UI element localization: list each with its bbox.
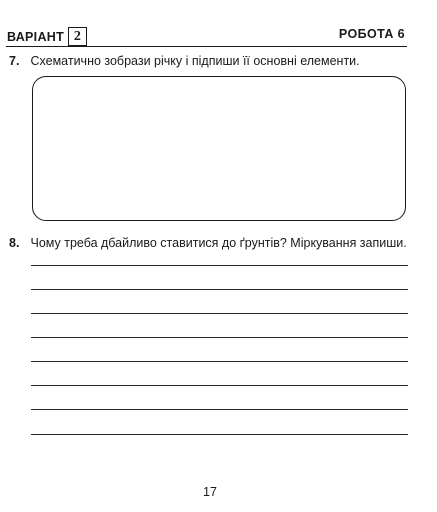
task-7: [9, 54, 360, 68]
task-8-text: Чому треба дбайливо ставитися до ґрунтів? Міркування запиши.: [30, 236, 407, 250]
page-number: 17: [203, 485, 217, 499]
task-7-text: Схематично зобрази річку і підпиши її основні елементи.: [30, 54, 360, 68]
answer-line[interactable]: [31, 361, 408, 362]
variant-header: [7, 27, 87, 46]
variant-label: ВАРІАНТ: [7, 29, 65, 44]
task-8-number: 8.: [9, 236, 20, 250]
answer-line[interactable]: [31, 434, 408, 435]
work-label: РОБОТА 6: [338, 27, 405, 41]
variant-number-box: 2: [68, 27, 87, 46]
answer-line[interactable]: [31, 385, 408, 386]
task-7-number: 7.: [9, 54, 20, 68]
answer-line[interactable]: [31, 289, 408, 290]
header-divider: [6, 46, 407, 47]
task-8: [9, 236, 407, 250]
drawing-area[interactable]: [32, 76, 406, 221]
answer-line[interactable]: [31, 337, 408, 338]
answer-line[interactable]: [31, 409, 408, 410]
answer-line[interactable]: [31, 265, 408, 266]
answer-line[interactable]: [31, 313, 408, 314]
